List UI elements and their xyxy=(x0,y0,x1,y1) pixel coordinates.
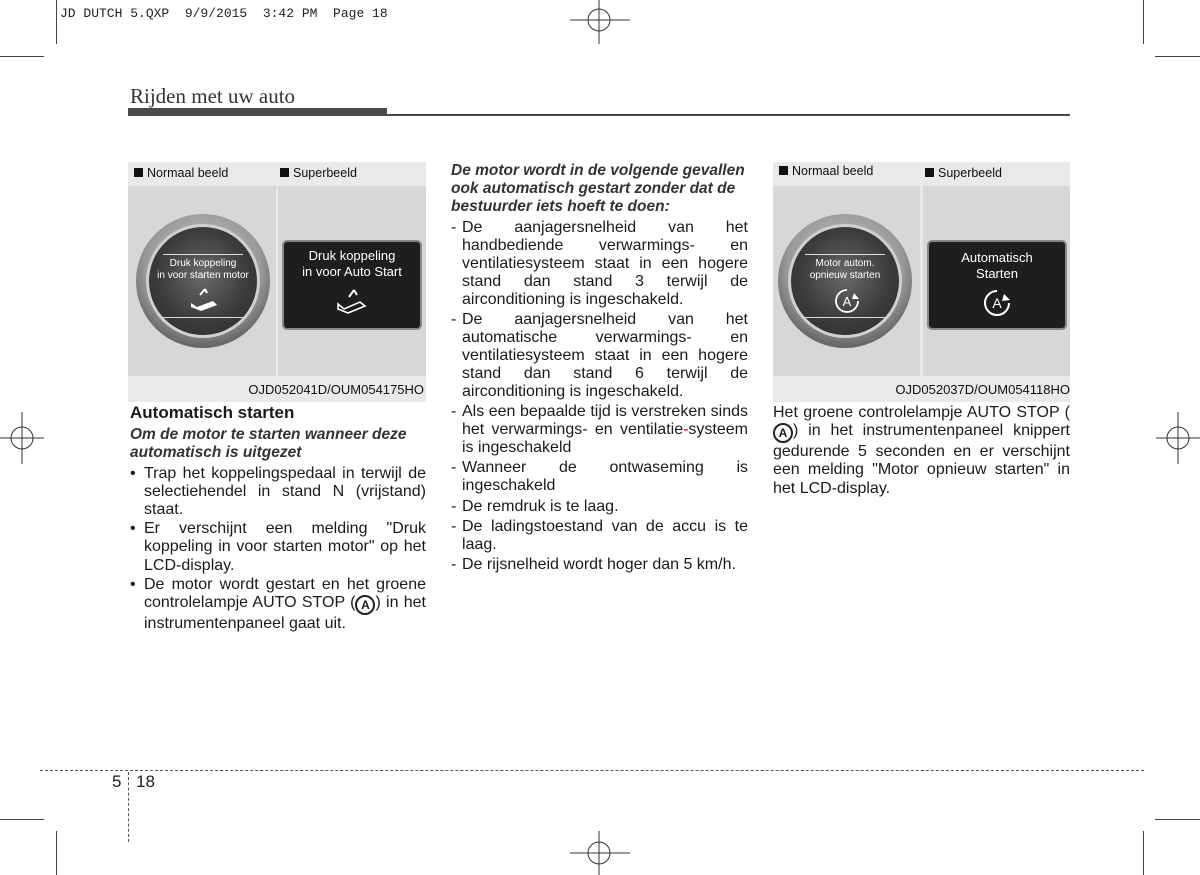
lcd-line2: Starten xyxy=(976,266,1018,281)
list-item: - De aanjagersnelheid van het automatische verwarmings- en ventilatiesysteem staat in een hogere stand dan stand 6 terwijl de airconditioning is ingeschakeld. xyxy=(451,310,748,401)
cluster-message-line1: Motor autom. xyxy=(815,258,875,269)
footer-rule xyxy=(40,770,1144,771)
list-item: • Trap het koppelingspedaal in terwijl de selectiehendel in stand N (vrijstand) staat. xyxy=(130,464,426,519)
cluster-gauge xyxy=(136,214,270,348)
caption-normal: Normaal beeld xyxy=(779,164,873,178)
cluster-message-line2: opnieuw starten xyxy=(809,270,881,281)
caption-normal: Normaal beeld xyxy=(134,166,228,180)
figure-right xyxy=(773,162,1070,402)
cluster-gauge xyxy=(778,214,912,348)
auto-stop-icon xyxy=(981,288,1013,318)
list-item: - De aanjagersnelheid van het handbediende verwarmings- en ventilatiesysteem staat in een hogere stand dan stand 3 terwijl de airconditioning is ingeschakeld. xyxy=(451,218,748,309)
lcd-line1: Automatisch xyxy=(961,250,1033,265)
chapter-number: 5 xyxy=(112,772,122,791)
print-slug: JD DUTCH 5.QXP 9/9/2015 3:42 PM Page 18 xyxy=(60,6,388,21)
section-heading: Automatisch starten xyxy=(130,403,295,422)
list-item: - De rijsnelheid wordt hoger dan 5 km/h. xyxy=(451,556,736,574)
clutch-pedal-icon xyxy=(187,287,223,315)
right-column: Het groene controlelampje AUTO STOP (A ) in het instrumentenpaneel knippert gedurende 5 seconden en er verschijnt een melding "Motor opnieuw starten" in het LCD-display. xyxy=(773,404,1070,497)
lcd-line2: in voor Auto Start xyxy=(302,264,402,279)
auto-stop-icon xyxy=(832,287,862,315)
registration-mark-bottom xyxy=(570,825,630,875)
page-number: 18 xyxy=(136,772,155,791)
section-title: Rijden met uw auto xyxy=(130,84,296,108)
cluster-message-line1: Druk koppeling xyxy=(169,258,237,269)
figure-code: OJD052037D/OUM054118HO xyxy=(895,382,1070,397)
svg-text:A: A xyxy=(842,294,852,309)
lcd-display xyxy=(927,240,1067,330)
header-rule-dark xyxy=(128,108,387,116)
list-item: - Wanneer de ontwaseming is ingeschakeld xyxy=(451,459,748,495)
svg-text:A: A xyxy=(992,295,1002,311)
figure-code: OJD052041D/OUM054175HO xyxy=(248,382,424,397)
footer-divider xyxy=(128,772,129,842)
subheading: De motor wordt in de volgende gevallen ook automatisch gestart zonder dat de bestuurder iets hoeft te doen: xyxy=(451,162,745,216)
auto-stop-icon: A xyxy=(355,595,375,615)
list-item: - De remdruk is te laag. xyxy=(451,497,619,515)
list-item: • De motor wordt gestart en het groene controlelampje AUTO STOP ( A ) in het instrumentenpaneel gaat uit. xyxy=(130,575,426,633)
auto-stop-icon: A xyxy=(773,423,793,443)
caption-super: Superbeeld xyxy=(925,166,1002,180)
cluster-message-line2: in voor starten motor xyxy=(157,270,249,281)
registration-mark-right xyxy=(1150,408,1200,468)
middle-column xyxy=(451,162,748,575)
figure-left xyxy=(128,162,426,402)
list-item: • Er verschijnt een melding "Druk koppeling in voor starten motor" op het LCD-display. xyxy=(130,520,426,574)
lcd-line1: Druk koppeling xyxy=(308,248,396,263)
list-item: - De ladingstoestand van de accu is te laag. xyxy=(451,517,748,554)
caption-super: Superbeeld xyxy=(280,166,357,180)
registration-mark-left xyxy=(0,408,50,468)
header-rule-thin xyxy=(387,114,1070,116)
clutch-pedal-icon xyxy=(332,288,372,316)
subheading: Om de motor te starten wanneer deze automatisch is uitgezet xyxy=(130,426,407,462)
lcd-display xyxy=(282,240,422,330)
registration-mark-top xyxy=(570,0,630,50)
left-column xyxy=(130,404,426,634)
list-item: - Als een bepaalde tijd is verstreken sinds het verwarmings- en ventilatie-systeem is ingeschakeld xyxy=(451,402,748,457)
